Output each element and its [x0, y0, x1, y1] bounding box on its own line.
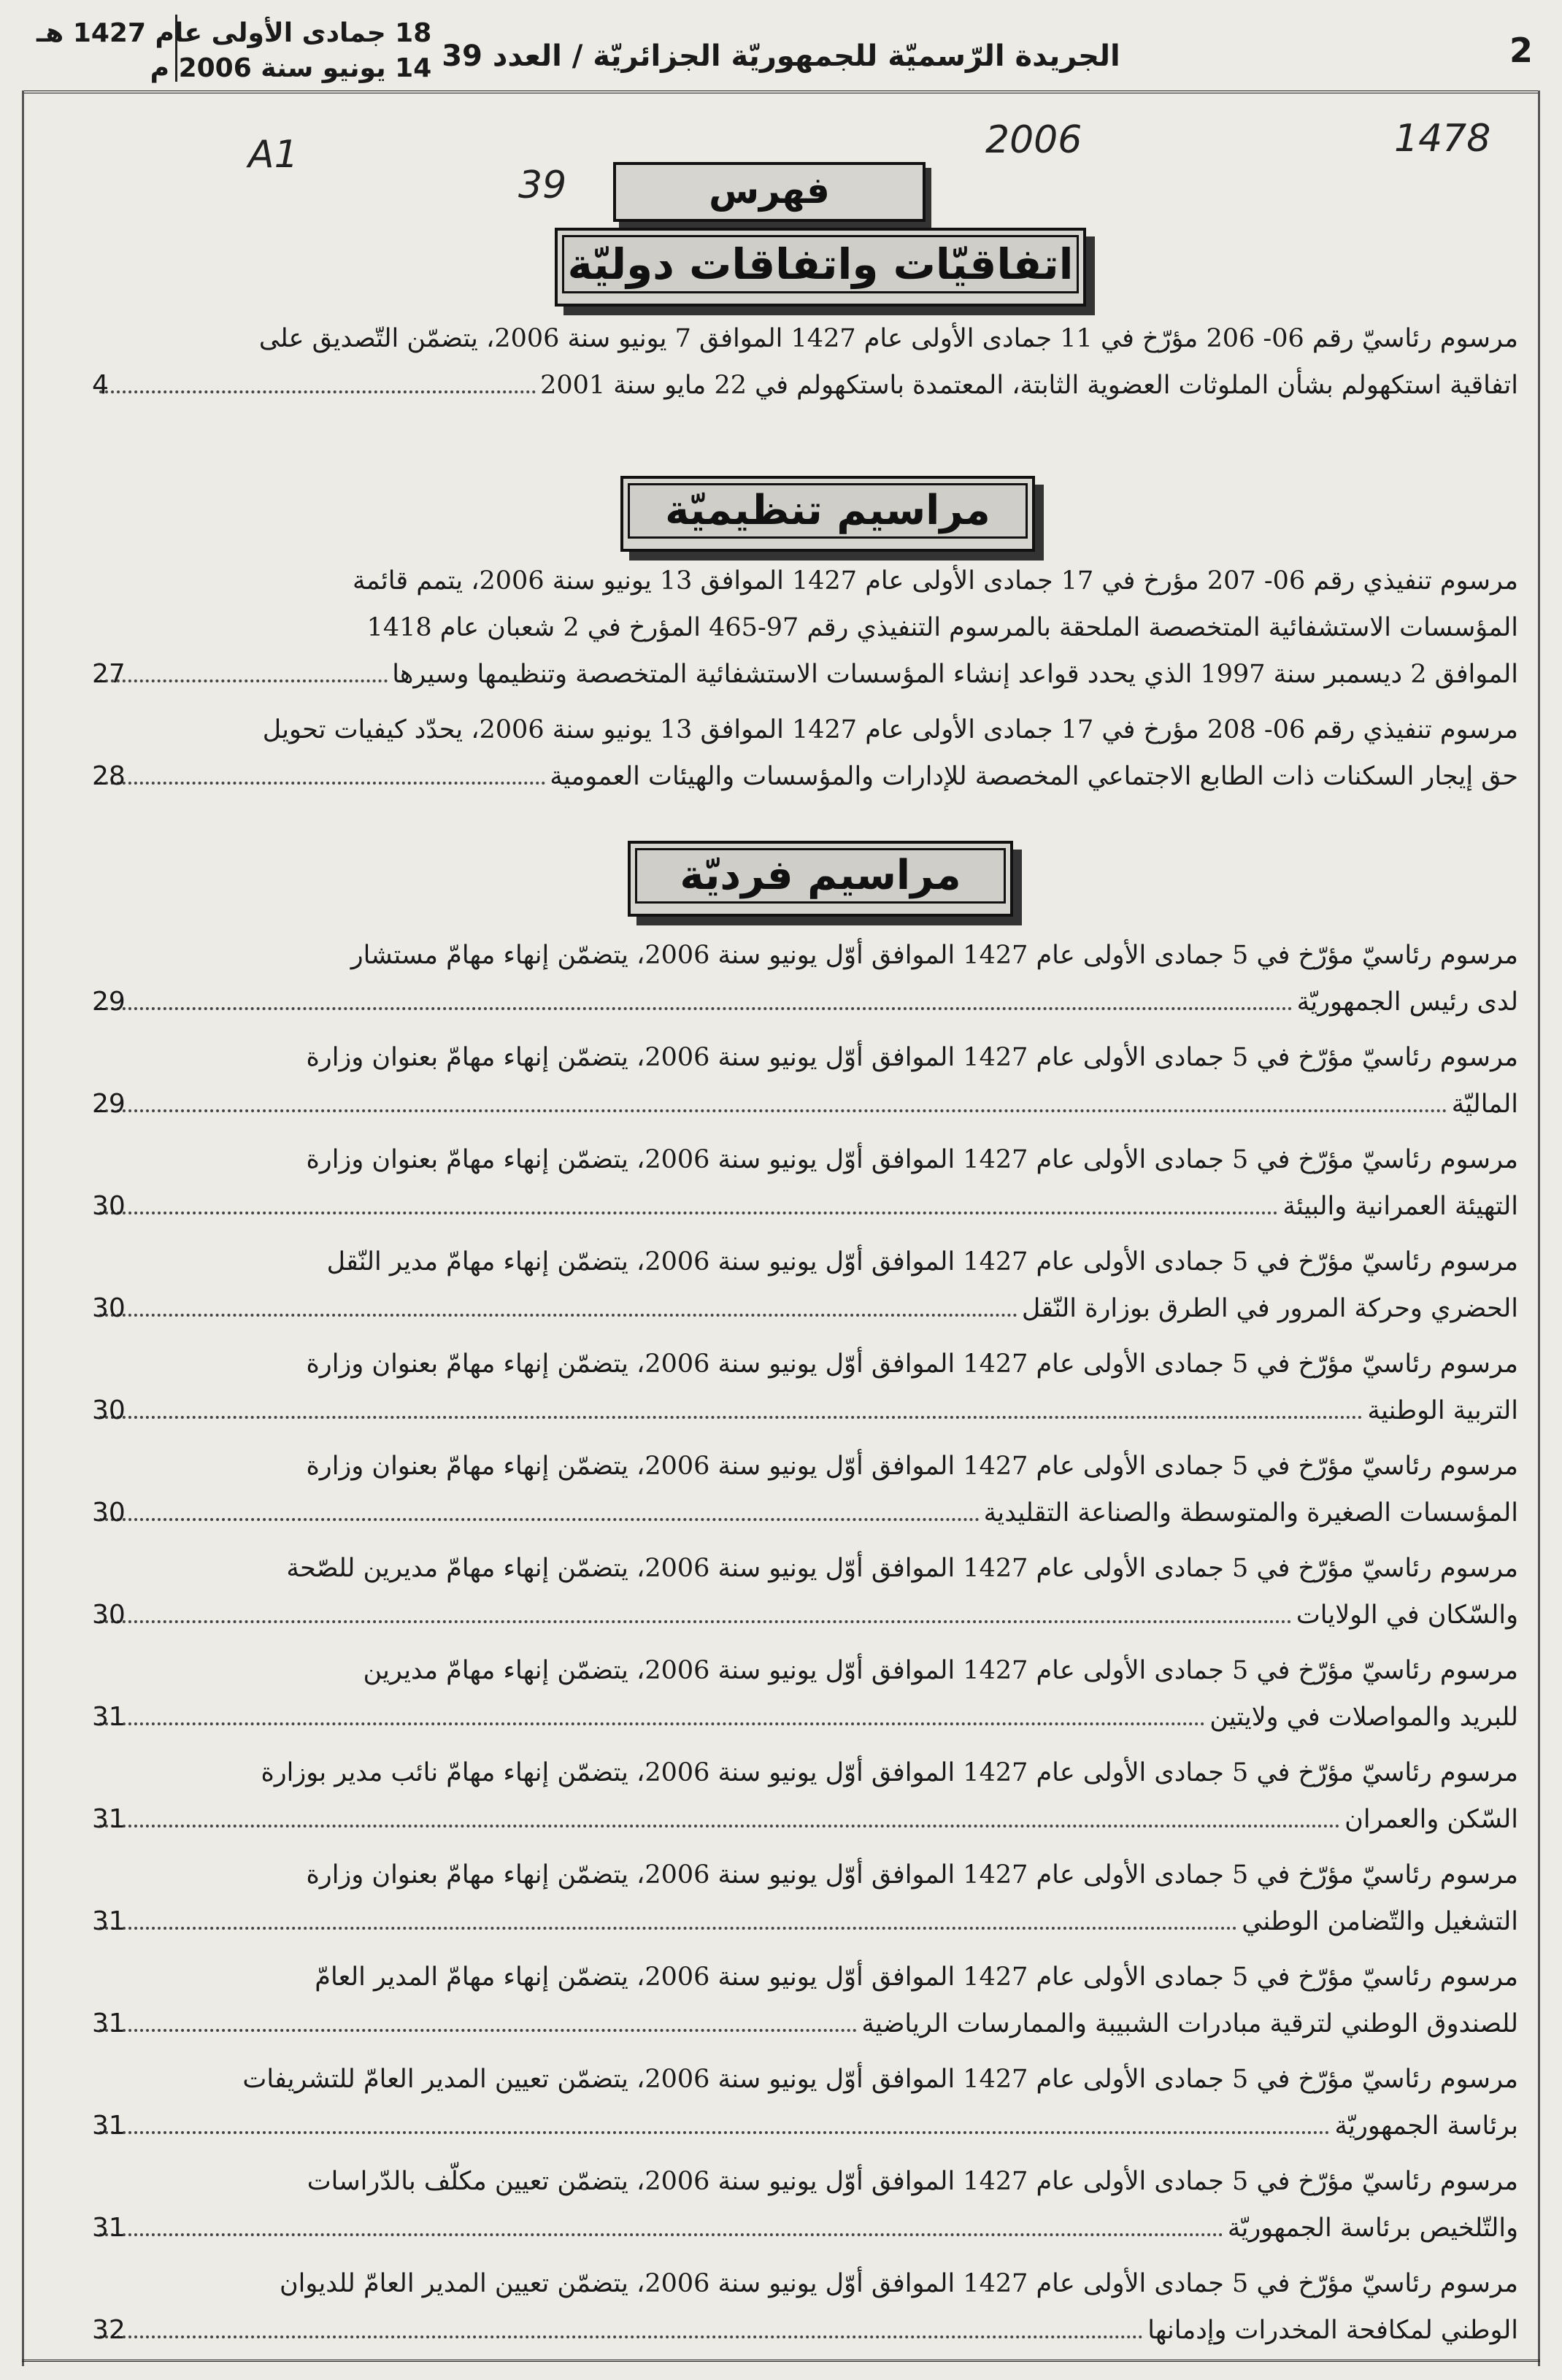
- entry-line: مرسوم رئاسيّ مؤرّخ في 5 جمادى الأولى عام 1427 الموافق أوّل يونيو سنة 2006، يتضمّن إنهاء مهامّ بعنوان وزارة: [306, 1043, 1518, 1072]
- entry-line-text: للبريد والمواصلات في ولايتين: [1209, 1703, 1518, 1732]
- leader-dots: [99, 1211, 1278, 1214]
- page-ref: 4: [92, 370, 109, 400]
- entry-line-last: [95, 1796, 1518, 1843]
- leader-dots: [99, 1006, 1293, 1010]
- entry-line: مرسوم تنفيذي رقم 06- 208 مؤرخ في 17 جمادى الأولى عام 1427 الموافق 13 يونيو سنة 2006، يحدّد كيفيات تحويل: [262, 715, 1518, 744]
- entry-line-last: [95, 1898, 1518, 1945]
- section-title-international: [555, 228, 1086, 307]
- page-ref: 30: [92, 1498, 126, 1528]
- index-entry: [92, 2056, 1518, 2149]
- index-entry: [92, 558, 1518, 698]
- header-date: [36, 16, 431, 86]
- leader-dots: [99, 2233, 1223, 2236]
- index-entry: [92, 1749, 1518, 1843]
- page-ref: 30: [92, 1191, 126, 1221]
- entry-line-last: [95, 1081, 1518, 1128]
- entry-line-text: حق إيجار السكنات ذات الطابع الاجتماعي المخصصة للإدارات والمؤسسات والهيئات العمومية: [550, 762, 1518, 791]
- section-title-regulatory: [620, 476, 1035, 552]
- page-ref: 31: [92, 2213, 126, 2243]
- date-gregorian: 14 يونيو سنة 2006 م: [150, 53, 432, 83]
- entry-line: مرسوم رئاسيّ رقم 06- 206 مؤرّخ في 11 جمادى الأولى عام 1427 الموافق 7 يونيو سنة 2006، يتضمّن التّصديق على: [258, 324, 1518, 353]
- page-ref: 28: [92, 761, 126, 791]
- page-ref: 31: [92, 1804, 126, 1834]
- entry-line-last: [95, 1592, 1518, 1638]
- index-entry: [92, 2260, 1518, 2354]
- entry-line: مرسوم رئاسيّ مؤرّخ في 5 جمادى الأولى عام 1427 الموافق أوّل يونيو سنة 2006، يتضمّن إنهاء مهامّ نائب مدير بوزارة: [261, 1758, 1518, 1787]
- entry-line-last: [95, 1285, 1518, 1332]
- entry-line: مرسوم رئاسيّ مؤرّخ في 5 جمادى الأولى عام 1427 الموافق أوّل يونيو سنة 2006، يتضمّن تعيين المدير العامّ للتشريفات: [242, 2065, 1518, 2094]
- entry-line-text: المؤسسات الصغيرة والمتوسطة والصناعة التقليدية: [983, 1498, 1518, 1528]
- index-label-text: فهرس: [709, 169, 830, 212]
- entry-line: مرسوم رئاسيّ مؤرّخ في 5 جمادى الأولى عام 1427 الموافق أوّل يونيو سنة 2006، يتضمّن إنهاء مهامّ بعنوان وزارة: [306, 1860, 1518, 1890]
- leader-dots: [99, 1313, 1017, 1317]
- index-entry: [92, 932, 1518, 1025]
- entry-line: مرسوم رئاسيّ مؤرّخ في 5 جمادى الأولى عام 1427 الموافق أوّل يونيو سنة 2006، يتضمّن إنهاء مهامّ المدير العامّ: [315, 1963, 1518, 1992]
- entry-line-text: والسّكان في الولايات: [1296, 1601, 1518, 1630]
- entry-line-text: التشغيل والتّضامن الوطني: [1242, 1907, 1518, 1936]
- index-label: [613, 162, 926, 222]
- page-ref: 31: [92, 2111, 126, 2141]
- entry-line-text: للصندوق الوطني لترقية مبادرات الشبيبة والممارسات الرياضية: [861, 2009, 1518, 2038]
- entry-line-last: [95, 2000, 1518, 2047]
- index-entry: [92, 1852, 1518, 1945]
- index-entry: [92, 1647, 1518, 1741]
- page-ref: 30: [92, 1293, 126, 1323]
- entry-line-text: التهيئة العمرانية والبيئة: [1282, 1192, 1518, 1221]
- page-ref: 27: [92, 659, 126, 689]
- entry-line: مرسوم رئاسيّ مؤرّخ في 5 جمادى الأولى عام 1427 الموافق أوّل يونيو سنة 2006، يتضمّن إنهاء مهامّ مديرين للصّحة: [286, 1554, 1518, 1583]
- page-ref: 29: [92, 987, 126, 1017]
- entry-line-last: [95, 2307, 1518, 2354]
- entry-line-last: [95, 362, 1518, 409]
- page-header: [22, 9, 1540, 93]
- entry-line: مرسوم رئاسيّ مؤرّخ في 5 جمادى الأولى عام 1427 الموافق أوّل يونيو سنة 2006، يتضمّن إنهاء مهامّ بعنوان وزارة: [306, 1145, 1518, 1174]
- index-entry: [92, 1545, 1518, 1638]
- page-ref: 30: [92, 1600, 126, 1630]
- entry-line-text: الحضري وحركة المرور في الطرق بوزارة النّقل: [1021, 1294, 1518, 1323]
- index-entry: [92, 1239, 1518, 1332]
- page-ref: 32: [92, 2315, 126, 2345]
- leader-dots: [99, 1415, 1363, 1419]
- entry-line-last: [95, 1183, 1518, 1230]
- index-entry: [92, 1954, 1518, 2047]
- entry-line-last: [95, 1694, 1518, 1741]
- leader-dots: [99, 2028, 857, 2032]
- index-entry: [92, 706, 1518, 800]
- entry-line-last: [95, 1387, 1518, 1434]
- entry-line-last: [95, 979, 1518, 1025]
- entry-line-text: برئاسة الجمهوريّة: [1334, 2111, 1518, 2141]
- leader-dots: [99, 1926, 1237, 1930]
- leader-dots: [99, 1620, 1292, 1623]
- handwritten-note-e: 1478: [1394, 117, 1491, 161]
- index-entry: [92, 2158, 1518, 2252]
- entry-line-text: الماليّة: [1451, 1090, 1518, 1119]
- page-ref: 31: [92, 1906, 126, 1936]
- date-hijri: 18 جمادى الأولى عام 1427 هـ: [36, 18, 432, 48]
- entry-line: مرسوم رئاسيّ مؤرّخ في 5 جمادى الأولى عام 1427 الموافق أوّل يونيو سنة 2006، يتضمّن إنهاء مهامّ بعنوان وزارة: [306, 1349, 1518, 1379]
- entry-line: المؤسسات الاستشفائية المتخصصة الملحقة بالمرسوم التنفيذي رقم 97-465 المؤرخ في 2 شعبان عام 1418: [366, 613, 1518, 642]
- index-entry: [92, 1136, 1518, 1230]
- leader-dots: [99, 2130, 1330, 2134]
- entry-line-text: والتّلخيص برئاسة الجمهوريّة: [1227, 2214, 1518, 2243]
- entry-line: مرسوم رئاسيّ مؤرّخ في 5 جمادى الأولى عام 1427 الموافق أوّل يونيو سنة 2006، يتضمّن تعيين المدير العامّ للديوان: [279, 2269, 1518, 2298]
- page-ref: 31: [92, 1702, 126, 1732]
- handwritten-note-d: 2006: [985, 118, 1082, 162]
- page-ref: 31: [92, 2009, 126, 2038]
- right-rule: [1538, 90, 1540, 2366]
- handwritten-note-a: A1: [248, 133, 299, 177]
- page-number: 2: [1509, 31, 1533, 70]
- leader-dots: [99, 1722, 1205, 1725]
- index-entry: [92, 1341, 1518, 1434]
- entry-line: مرسوم رئاسيّ مؤرّخ في 5 جمادى الأولى عام 1427 الموافق أوّل يونيو سنة 2006، يتضمّن إنهاء مهامّ مدير النّقل: [326, 1247, 1518, 1276]
- entry-line: مرسوم رئاسيّ مؤرّخ في 5 جمادى الأولى عام 1427 الموافق أوّل يونيو سنة 2006، يتضمّن إنهاء مهامّ مستشار: [350, 941, 1518, 970]
- entry-line-last: [95, 2103, 1518, 2149]
- leader-dots: [99, 2335, 1143, 2338]
- entry-line: مرسوم تنفيذي رقم 06- 207 مؤرخ في 17 جمادى الأولى عام 1427 الموافق 13 يونيو سنة 2006، يتمم قائمة: [353, 566, 1518, 596]
- leader-dots: [99, 1824, 1340, 1828]
- leader-dots: [99, 390, 536, 393]
- index-entry: [92, 315, 1518, 409]
- index-entry: [92, 1034, 1518, 1128]
- handwritten-note-b: 39: [518, 163, 567, 207]
- section-title-text: مراسيم تنظيميّة: [665, 487, 990, 534]
- bottom-rule: [22, 2360, 1540, 2366]
- section-title-text: اتفاقيّات واتفاقات دوليّة: [567, 239, 1074, 289]
- section-title-individual: [628, 841, 1013, 917]
- left-rule: [22, 90, 24, 2366]
- leader-dots: [99, 1109, 1447, 1112]
- entry-line-last: [95, 753, 1518, 800]
- entry-line-text: لدى رئيس الجمهوريّة: [1296, 987, 1518, 1017]
- entry-line-text: التربية الوطنية: [1367, 1396, 1518, 1425]
- entry-line-last: [95, 2205, 1518, 2252]
- gazette-page: [22, 9, 1540, 2366]
- entry-line-text: الموافق 2 ديسمبر سنة 1997 الذي يحدد قواعد إنشاء المؤسسات الاستشفائية المتخصصة وتنظيمها وسيرها: [392, 660, 1518, 689]
- section-title-text: مراسيم فرديّة: [680, 852, 961, 899]
- page-ref: 29: [92, 1089, 126, 1119]
- entry-line-last: [95, 1490, 1518, 1536]
- leader-dots: [99, 1517, 980, 1521]
- entry-line-text: الوطني لمكافحة المخدرات وإدمانها: [1147, 2316, 1518, 2345]
- index-entry: [92, 1443, 1518, 1536]
- entry-line: مرسوم رئاسيّ مؤرّخ في 5 جمادى الأولى عام 1427 الموافق أوّل يونيو سنة 2006، يتضمّن إنهاء مهامّ مديرين: [363, 1656, 1518, 1685]
- entry-line: مرسوم رئاسيّ مؤرّخ في 5 جمادى الأولى عام 1427 الموافق أوّل يونيو سنة 2006، يتضمّن إنهاء مهامّ بعنوان وزارة: [306, 1452, 1518, 1481]
- entry-line-last: [95, 651, 1518, 698]
- entry-line: مرسوم رئاسيّ مؤرّخ في 5 جمادى الأولى عام 1427 الموافق أوّل يونيو سنة 2006، يتضمّن تعيين مكلّف بالدّراسات: [307, 2167, 1518, 2196]
- leader-dots: [99, 781, 545, 785]
- gazette-title: الجريدة الرّسميّة للجمهوريّة الجزائريّة / العدد 39: [442, 39, 1120, 73]
- entry-line-text: السّكن والعمران: [1344, 1805, 1518, 1834]
- entry-line-text: اتفاقية استكهولم بشأن الملوثات العضوية الثابتة، المعتمدة باستكهولم في 22 مايو سنة 2001: [540, 371, 1518, 400]
- page-ref: 30: [92, 1395, 126, 1425]
